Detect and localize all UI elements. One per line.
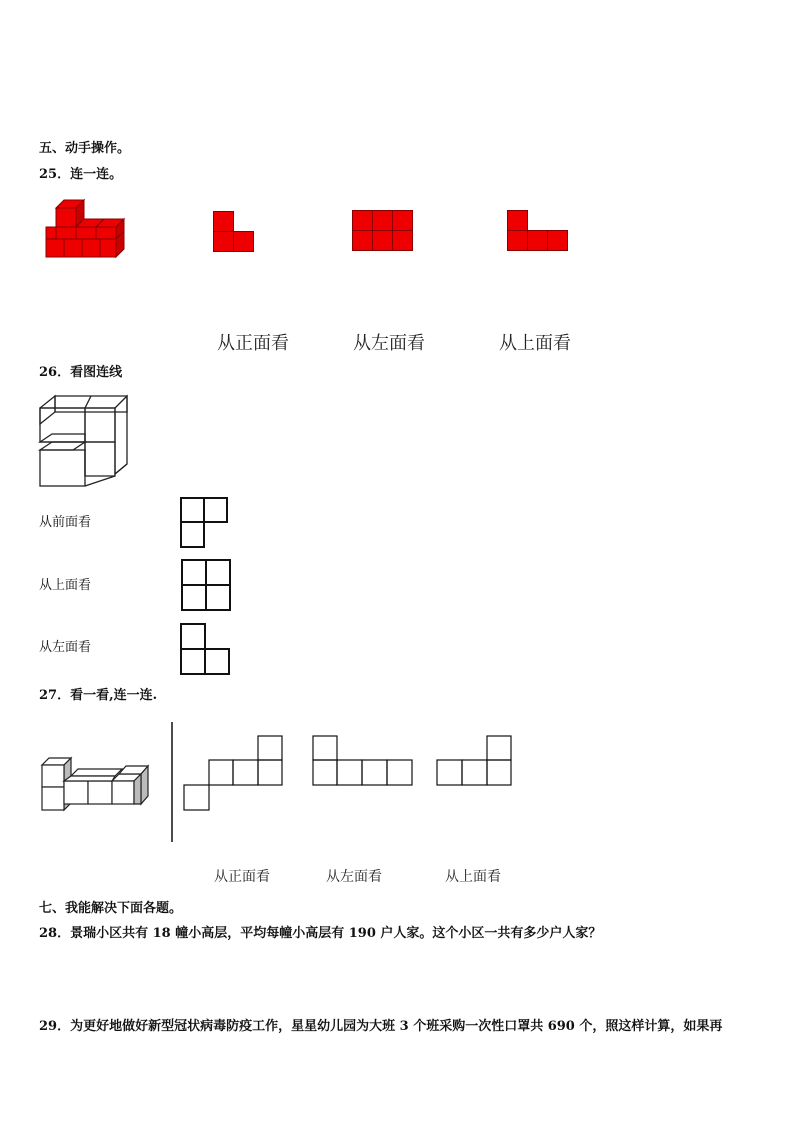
- q26-number: 26．: [39, 365, 71, 380]
- q25-header: [39, 167, 122, 183]
- q27-number: 27．: [39, 688, 71, 703]
- q27-label-left: 从左面看: [326, 869, 382, 885]
- q26-view-shape-1: [180, 497, 228, 549]
- q26-view-shape-2: [181, 559, 231, 611]
- section-title-5: 五、动手操作。: [39, 141, 131, 156]
- q28-number: 28．: [39, 926, 71, 941]
- q29-header: [39, 1019, 722, 1035]
- q27-divider: [170, 722, 174, 842]
- q25-label-top: 从上面看: [499, 333, 571, 354]
- q25-view-shape-1: [213, 211, 255, 253]
- q29-text: 为更好地做好新型冠状病毒防疫工作，星星幼儿园为大班 3 个班采购一次性口罩共 690 个，照这样计算，如果再: [70, 1019, 723, 1034]
- q27-label-front: 从正面看: [214, 869, 270, 885]
- q25-3d-cube-figure: [46, 200, 126, 260]
- q26-label-top: 从上面看: [39, 578, 92, 593]
- section-title-7: 七、我能解决下面各题。: [39, 901, 183, 916]
- q25-number: 25．: [39, 167, 71, 182]
- q25-label-front: 从正面看: [217, 333, 289, 354]
- q26-header: [39, 365, 122, 381]
- q26-view-shape-3: [180, 623, 230, 675]
- q25-label-left: 从左面看: [353, 333, 425, 354]
- q25-view-shape-3: [507, 210, 568, 252]
- q27-view-shape-2: [312, 735, 414, 787]
- q26-prompt: 看图连线: [70, 365, 123, 380]
- q26-label-front: 从前面看: [39, 515, 92, 530]
- q27-header: [39, 688, 157, 704]
- q25-prompt: 连一连。: [70, 167, 123, 182]
- q27-3d-figure: [42, 758, 152, 812]
- q25-view-shape-2: [352, 210, 413, 252]
- q27-prompt: 看一看,连一连.: [70, 688, 158, 703]
- q27-view-shape-3: [436, 735, 514, 787]
- q26-label-left: 从左面看: [39, 640, 92, 655]
- q28-header: [39, 926, 601, 942]
- q27-label-top: 从上面看: [445, 869, 501, 885]
- q29-number: 29．: [39, 1019, 71, 1034]
- q28-text: 景瑞小区共有 18 幢小高层，平均每幢小高层有 190 户人家。这个小区一共有多少户人家？: [70, 926, 602, 941]
- q27-view-shape-1: [183, 735, 284, 812]
- q26-3d-figure: [40, 394, 130, 488]
